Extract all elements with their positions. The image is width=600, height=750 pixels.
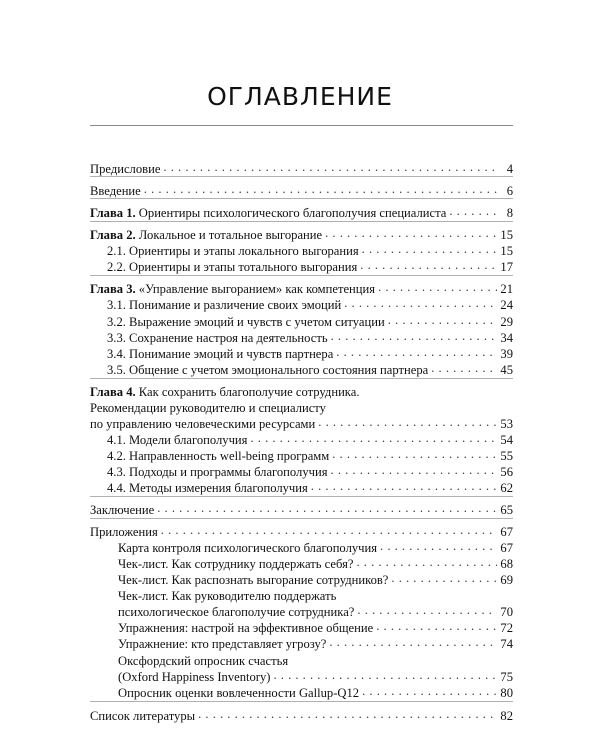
toc-leader-dots [449, 202, 498, 220]
chapter-label: Глава 3. [90, 282, 136, 296]
title-divider [90, 125, 513, 126]
toc-entry-text: Заключение [90, 503, 155, 517]
section-divider [90, 198, 513, 199]
toc-entry-text: «Управление выгоранием» как компетенция [135, 282, 376, 296]
toc-page-number: 54 [500, 433, 513, 447]
toc-leader-dots [198, 705, 497, 723]
toc-page-number: 29 [500, 315, 513, 329]
toc-page-number: 56 [500, 465, 513, 479]
toc-entry-text: по управлению человеческими ресурсами [90, 417, 316, 431]
section-divider [90, 176, 513, 177]
toc-entry-appendix-8 [118, 684, 513, 702]
toc-entry-text: 3.4. Понимание эмоций и чувств партнера [107, 347, 334, 361]
chapter-label: Глава 2. [90, 228, 136, 242]
toc-entry-4-4 [107, 479, 513, 497]
toc-leader-dots [311, 477, 498, 495]
toc-page-number: 69 [500, 573, 513, 587]
toc-entry-appendix-6 [118, 635, 513, 653]
toc-page-number: 6 [506, 184, 513, 198]
toc-entry-text: 2.1. Ориентиры и этапы локального выгорания [107, 244, 359, 258]
toc-leader-dots [391, 569, 497, 587]
toc-entry-text: Карта контроля психологического благополучия [118, 541, 378, 555]
toc-entry-text: Ориентиры психологического благополучия специалиста [135, 206, 447, 220]
toc-page-number: 34 [500, 331, 513, 345]
toc-entry-3-5 [107, 361, 513, 379]
toc-entry-text: психологическое благополучие сотрудника? [118, 605, 355, 619]
toc-entry-text: Опросник оценки вовлеченности Gallup-Q12 [118, 686, 360, 700]
toc-leader-dots [329, 633, 497, 651]
toc-entry-text: Приложения [90, 525, 158, 539]
toc-entry-conclusion [90, 501, 513, 519]
toc-page-number: 4 [506, 162, 513, 176]
toc-entry-text: 3.5. Общение с учетом эмоционального состояния партнера [107, 363, 429, 377]
toc-page-number: 65 [500, 503, 513, 517]
toc-page-number: 67 [500, 525, 513, 539]
toc-page-number: 80 [500, 686, 513, 700]
section-divider [90, 378, 513, 379]
toc-page-number: 24 [500, 298, 513, 312]
toc-leader-dots [163, 158, 498, 176]
toc-entry-text: Оксфордский опросник счастья [118, 654, 289, 668]
toc-entry-text: Как сохранить благополучие сотрудника. [135, 385, 360, 399]
toc-leader-dots [344, 294, 497, 312]
section-divider [90, 275, 513, 276]
toc-entry-chapter-1 [90, 204, 513, 222]
toc-entry-text: 4.1. Модели благополучия [107, 433, 248, 447]
toc-entry-text: Чек-лист. Как руководителю поддержать [118, 589, 337, 603]
toc-entry-text: Локальное и тотальное выгорание [135, 228, 323, 242]
page-title: ОГЛАВЛЕНИЕ [207, 82, 393, 111]
toc-entry-text: Список литературы [90, 709, 196, 723]
section-divider [90, 221, 513, 222]
toc-page-number: 62 [500, 481, 513, 495]
toc-entry-text: Предисловие [90, 162, 161, 176]
toc-entry-text: Упражнение: кто представляет угрозу? [118, 637, 327, 651]
section-divider [90, 496, 513, 497]
toc-entry-text: Чек-лист. Как сотруднику поддержать себя? [118, 557, 354, 571]
toc-entry-text: 4.4. Методы измерения благополучия [107, 481, 308, 495]
toc-entry-text: 4.2. Направленность well-being программ [107, 449, 330, 463]
toc-leader-dots [157, 499, 497, 517]
toc-page-number: 21 [500, 282, 513, 296]
toc-page-number: 17 [500, 260, 513, 274]
toc-entry-bibliography [90, 707, 513, 725]
toc-page-number: 72 [500, 621, 513, 635]
toc-page-number: 55 [500, 449, 513, 463]
toc-entry-text: (Oxford Happiness Inventory) [118, 670, 271, 684]
toc-leader-dots [431, 359, 497, 377]
chapter-label: Глава 1. [90, 206, 136, 220]
toc-page-number: 8 [506, 206, 513, 220]
chapter-label: Глава 4. [90, 385, 136, 399]
section-divider [90, 701, 513, 702]
toc-entry-text: Рекомендации руководителю и специалисту [90, 401, 326, 415]
toc-entry-text: 3.3. Сохранение настроя на деятельность [107, 331, 328, 345]
toc-page-number: 53 [500, 417, 513, 431]
toc-entry-text: 3.2. Выражение эмоций и чувств с учетом ситуации [107, 315, 385, 329]
toc-entry-text: Чек-лист. Как распознать выгорание сотрудников? [118, 573, 389, 587]
toc-entry-text: 2.2. Ориентиры и этапы тотального выгорания [107, 260, 358, 274]
section-divider [90, 518, 513, 519]
toc-page-number: 15 [500, 228, 513, 242]
toc-leader-dots [362, 682, 497, 700]
toc-leader-dots [360, 256, 497, 274]
toc-entry-text: Упражнения: настрой на эффективное общение [118, 621, 374, 635]
toc-leader-dots [144, 180, 498, 198]
toc-page-number: 82 [500, 709, 513, 723]
toc-page-number: 68 [500, 557, 513, 571]
toc-page-number: 70 [500, 605, 513, 619]
toc-entry-2-2 [107, 258, 513, 276]
toc-page-number: 45 [500, 363, 513, 377]
toc-page-number: 74 [500, 637, 513, 651]
toc-page-number: 75 [500, 670, 513, 684]
toc-page-number: 15 [500, 244, 513, 258]
toc-page-number: 39 [500, 347, 513, 361]
toc-entry-text: Введение [90, 184, 141, 198]
toc-page-number: 67 [500, 541, 513, 555]
toc-entry-text: 4.3. Подходы и программы благополучия [107, 465, 328, 479]
toc-entry-text: 3.1. Понимание и различение своих эмоций [107, 298, 342, 312]
